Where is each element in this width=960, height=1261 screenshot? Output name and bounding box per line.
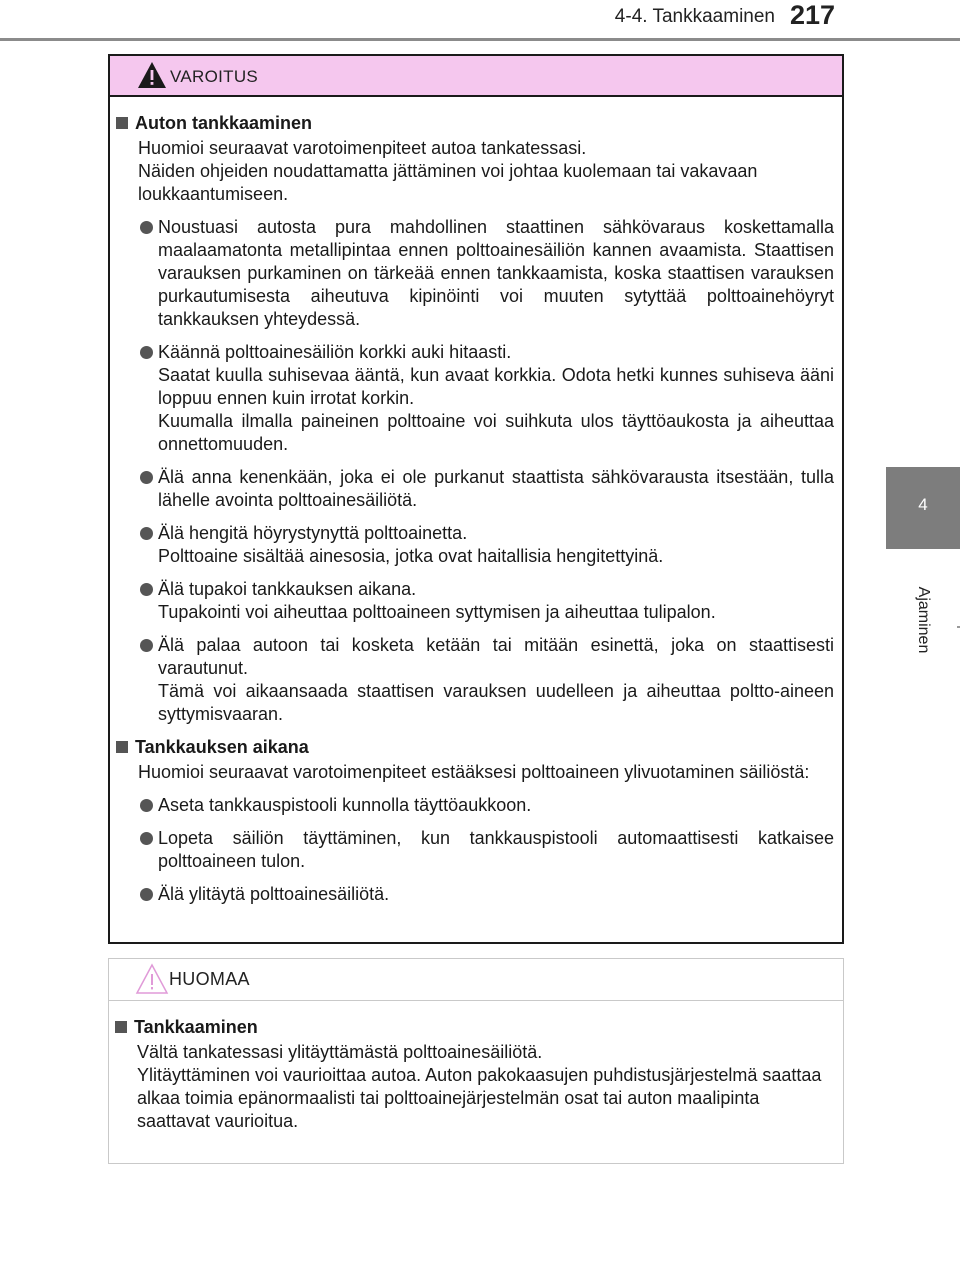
round-bullet-icon <box>140 583 153 596</box>
note-box <box>108 958 844 1164</box>
page-number: 217 <box>790 0 836 30</box>
section-title-text: Tankkauksen aikana <box>135 737 309 757</box>
warning-box <box>108 54 844 944</box>
list-item <box>115 466 834 512</box>
section-gap <box>115 726 834 735</box>
bullet-line: Polttoaine sisältää ainesosia, jotka ovat haitallisia hengitettyinä. <box>158 546 664 566</box>
section-intro <box>115 761 834 784</box>
warning-label: VAROITUS <box>170 67 259 86</box>
bullet-line: Älä tupakoi tankkauksen aikana. <box>158 579 417 599</box>
bullet-line: Noustuasi autosta pura mahdollinen staattinen sähkövaraus koskettamalla maalaamatonta metallipintaa ennen polttoainesäiliön kannen avaamista. Staattisen varauksen purkaminen on tärkeää ennen tankkaamista, koska staattisen varauksen purkautumisesta aiheutuva kipinöinti voi muuten sytyttää polttoainehöyryt tankkauksen yhteydessä. <box>158 217 834 329</box>
bullet-line: Tupakointi voi aiheuttaa polttoaineen syttymisen ja aiheuttaa tulipalon. <box>158 602 716 622</box>
round-bullet-icon <box>140 888 153 901</box>
round-bullet-icon <box>140 346 153 359</box>
list-item <box>115 522 834 568</box>
list-item <box>115 827 834 873</box>
list-item <box>115 794 834 817</box>
intro-line: Ylitäyttäminen voi vaurioittaa autoa. Auton pakokaasujen puhdistusjärjestelmä saattaa alkaa toimia epänormaalisti tai polttoainejärjestelmän osat tai auton maalipinta saattavat vaurioitua. <box>137 1065 822 1131</box>
warning-triangle-icon <box>136 60 168 90</box>
square-bullet-icon <box>116 741 128 753</box>
round-bullet-icon <box>140 832 153 845</box>
section-title <box>115 735 834 759</box>
warning-header <box>110 56 842 97</box>
bullet-line: Saatat kuulla suhisevaa ääntä, kun avaat korkkia. Odota hetki kunnes suhiseva ääni loppuu ennen kuin irrotat korkin. <box>158 365 834 408</box>
bullet-line: Älä ylitäytä polttoainesäiliötä. <box>158 884 390 904</box>
section-title-text: Auton tankkaaminen <box>135 113 313 133</box>
list-item <box>115 216 834 331</box>
header-rule <box>0 38 960 41</box>
note-header <box>109 959 843 1001</box>
list-item <box>115 341 834 456</box>
list-item <box>115 578 834 624</box>
note-content <box>109 1001 843 1133</box>
intro-line: Näiden ohjeiden noudattamatta jättäminen voi johtaa kuolemaan tai vakavaan loukkaantumiseen. <box>138 161 758 204</box>
round-bullet-icon <box>140 799 153 812</box>
list-item <box>115 883 834 906</box>
section-intro <box>115 137 834 206</box>
bullet-line: Älä anna kenenkään, joka ei ole purkanut staattista sähkövarausta itsestään, tulla lähelle avointa polttoainesäiliötä. <box>158 467 834 510</box>
round-bullet-icon <box>140 639 153 652</box>
intro-line: Huomioi seuraavat varotoimenpiteet autoa tankatessasi. <box>138 138 587 158</box>
section-title <box>114 1015 835 1039</box>
list-item <box>115 634 834 726</box>
chapter-number: 4 <box>918 495 928 514</box>
bullet-line: Kuumalla ilmalla paineinen polttoaine voi suihkuta ulos täyttöaukosta ja aiheuttaa onnettomuuden. <box>158 411 834 454</box>
section-intro <box>114 1041 835 1133</box>
intro-line: Vältä tankatessasi ylitäyttämästä polttoainesäiliötä. <box>137 1042 543 1062</box>
section-title-text: Tankkaaminen <box>134 1017 258 1037</box>
chapter-name-vertical: Ajaminen <box>915 586 932 654</box>
round-bullet-icon <box>140 527 153 540</box>
chapter-tab[interactable] <box>886 467 960 549</box>
caution-triangle-icon <box>135 963 169 995</box>
round-bullet-icon <box>140 471 153 484</box>
bullet-line: Käännä polttoainesäiliön korkki auki hitaasti. <box>158 342 512 362</box>
page-header-title: 4-4. Tankkaaminen <box>614 6 775 27</box>
bullet-line: Älä hengitä höyrystynyttä polttoainetta. <box>158 523 468 543</box>
round-bullet-icon <box>140 221 153 234</box>
note-label: HUOMAA <box>169 969 250 989</box>
bullet-line: Aseta tankkauspistooli kunnolla täyttöaukkoon. <box>158 795 532 815</box>
bullet-line: Lopeta säiliön täyttäminen, kun tankkauspistooli automaattisesti katkaisee polttoaineen tulon. <box>158 828 834 871</box>
bullet-line: Tämä voi aikaansaada staattisen varauksen uudelleen ja aiheuttaa poltto-aineen syttymisvaaran. <box>158 681 834 724</box>
intro-line: Huomioi seuraavat varotoimenpiteet estääksesi polttoaineen ylivuotaminen säiliöstä: <box>138 762 810 782</box>
square-bullet-icon <box>116 117 128 129</box>
bullet-line: Älä palaa autoon tai kosketa ketään tai mitään esinettä, joka on staattisesti varautunut. <box>158 635 834 678</box>
section-title <box>115 111 834 135</box>
warning-content <box>110 97 842 906</box>
square-bullet-icon <box>115 1021 127 1033</box>
